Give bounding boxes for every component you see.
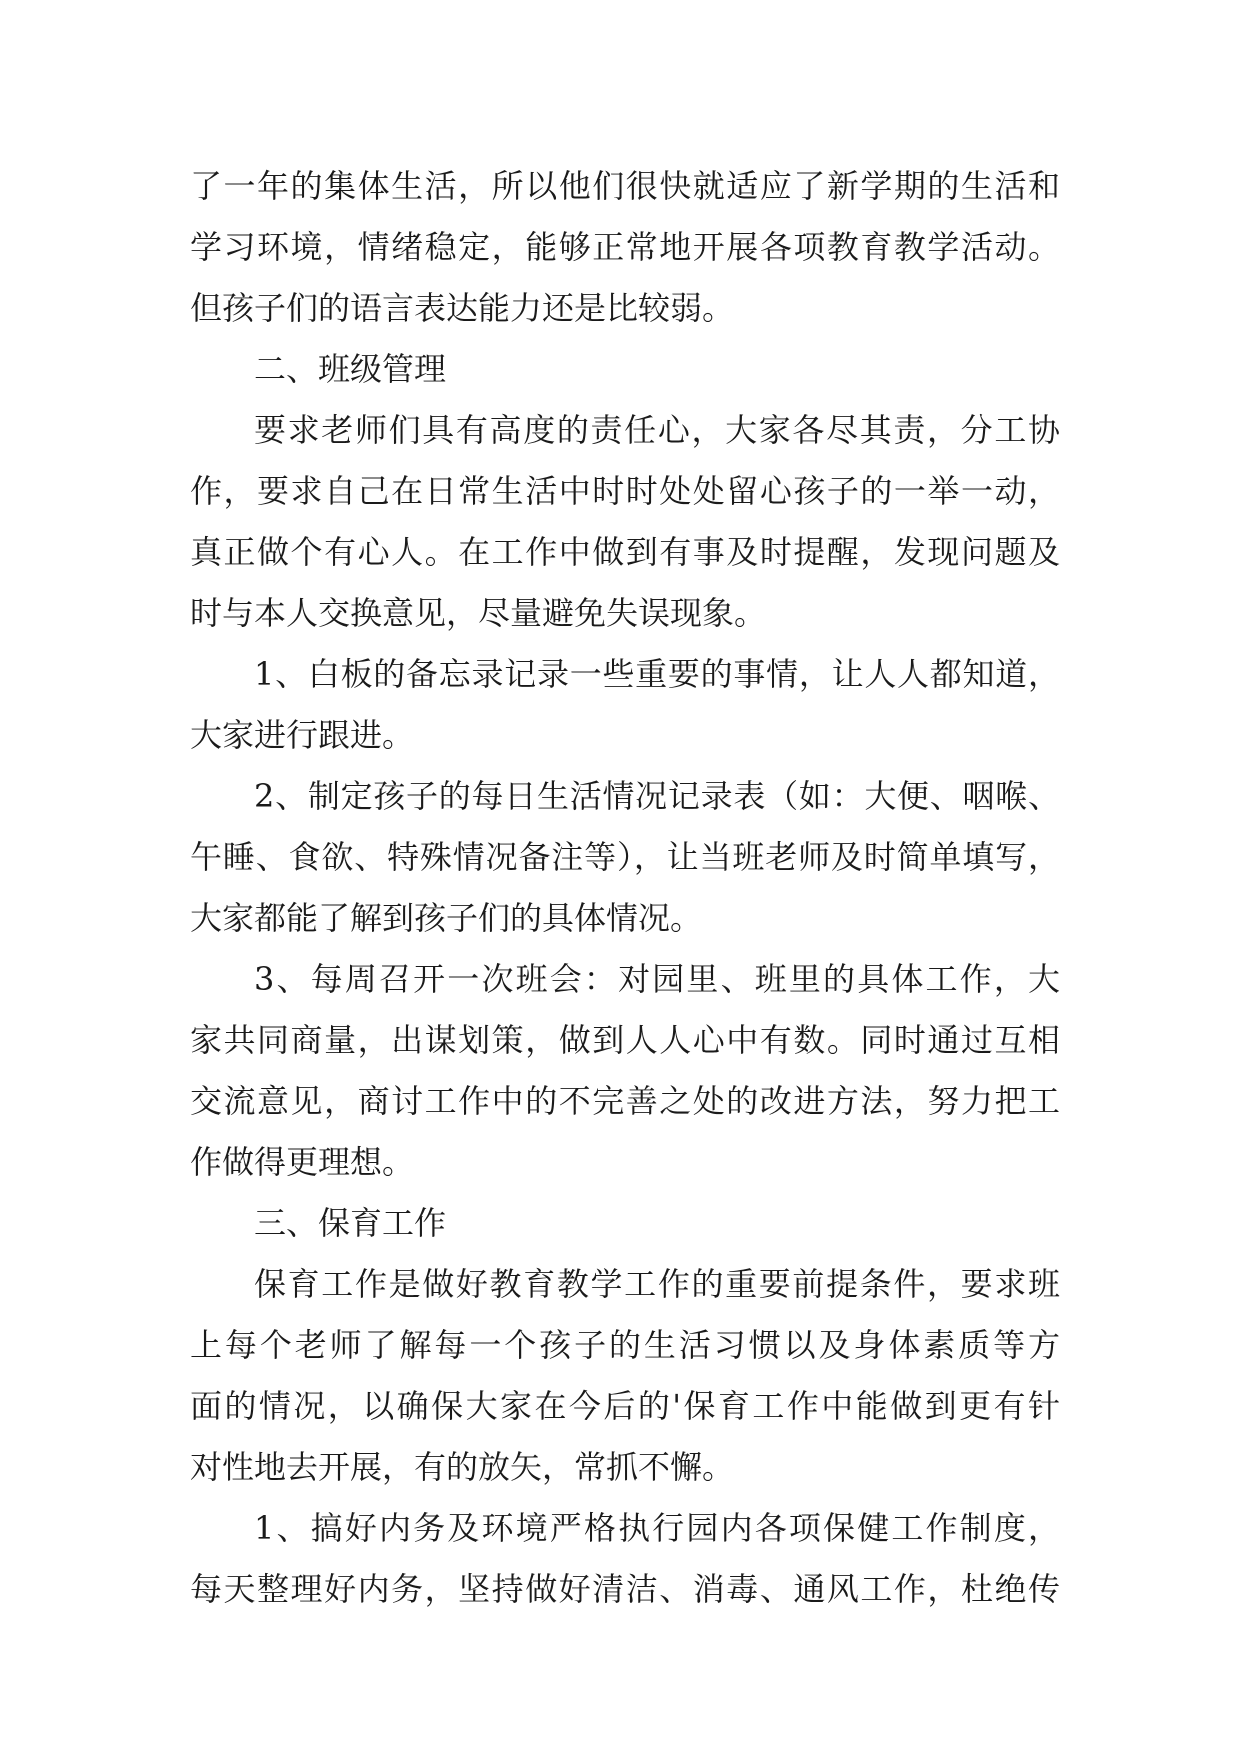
text-line: 每天整理好内务，坚持做好清洁、消毒、通风工作，杜绝传 (190, 1570, 1060, 1608)
text-line: 3、每周召开一次班会：对园里、班里的具体工作，大 (254, 960, 1060, 998)
text-line: 保育工作是做好教育教学工作的重要前提条件，要求班 (254, 1265, 1060, 1303)
text-line: 作做得更理想。 (190, 1143, 415, 1181)
document-body (190, 156, 1060, 1620)
text-line: 了一年的集体生活，所以他们很快就适应了新学期的生活和 (190, 167, 1060, 205)
text-line: 交流意见，商讨工作中的不完善之处的改进方法，努力把工 (190, 1082, 1060, 1120)
text-line: 午睡、食欲、特殊情况备注等），让当班老师及时简单填写， (190, 838, 1060, 876)
text-line: 对性地去开展，有的放矢，常抓不懈。 (190, 1448, 735, 1486)
section-heading: 三、保育工作 (254, 1204, 447, 1242)
text-line: 学习环境，情绪稳定，能够正常地开展各项教育教学活动。 (190, 228, 1060, 266)
text-line: 时与本人交换意见，尽量避免失误现象。 (190, 594, 767, 632)
section-heading: 二、班级管理 (254, 350, 447, 388)
text-line: 要求老师们具有高度的责任心，大家各尽其责，分工协 (254, 411, 1060, 449)
text-line: 家共同商量，出谋划策，做到人人心中有数。同时通过互相 (190, 1021, 1060, 1059)
text-line: 大家进行跟进。 (190, 716, 415, 754)
text-line: 真正做个有心人。在工作中做到有事及时提醒，发现问题及 (190, 533, 1060, 571)
text-line: 大家都能了解到孩子们的具体情况。 (190, 899, 703, 937)
text-line: 2、制定孩子的每日生活情况记录表（如：大便、咽喉、 (254, 777, 1060, 815)
text-line: 上每个老师了解每一个孩子的生活习惯以及身体素质等方 (190, 1326, 1060, 1364)
text-line: 1、白板的备忘录记录一些重要的事情，让人人都知道， (254, 655, 1060, 693)
text-line: 1、搞好内务及环境严格执行园内各项保健工作制度， (254, 1509, 1060, 1547)
text-line: 面的情况，以确保大家在今后的'保育工作中能做到更有针 (190, 1387, 1060, 1425)
text-line: 作，要求自己在日常生活中时时处处留心孩子的一举一动， (190, 472, 1060, 510)
text-line: 但孩子们的语言表达能力还是比较弱。 (190, 289, 735, 327)
